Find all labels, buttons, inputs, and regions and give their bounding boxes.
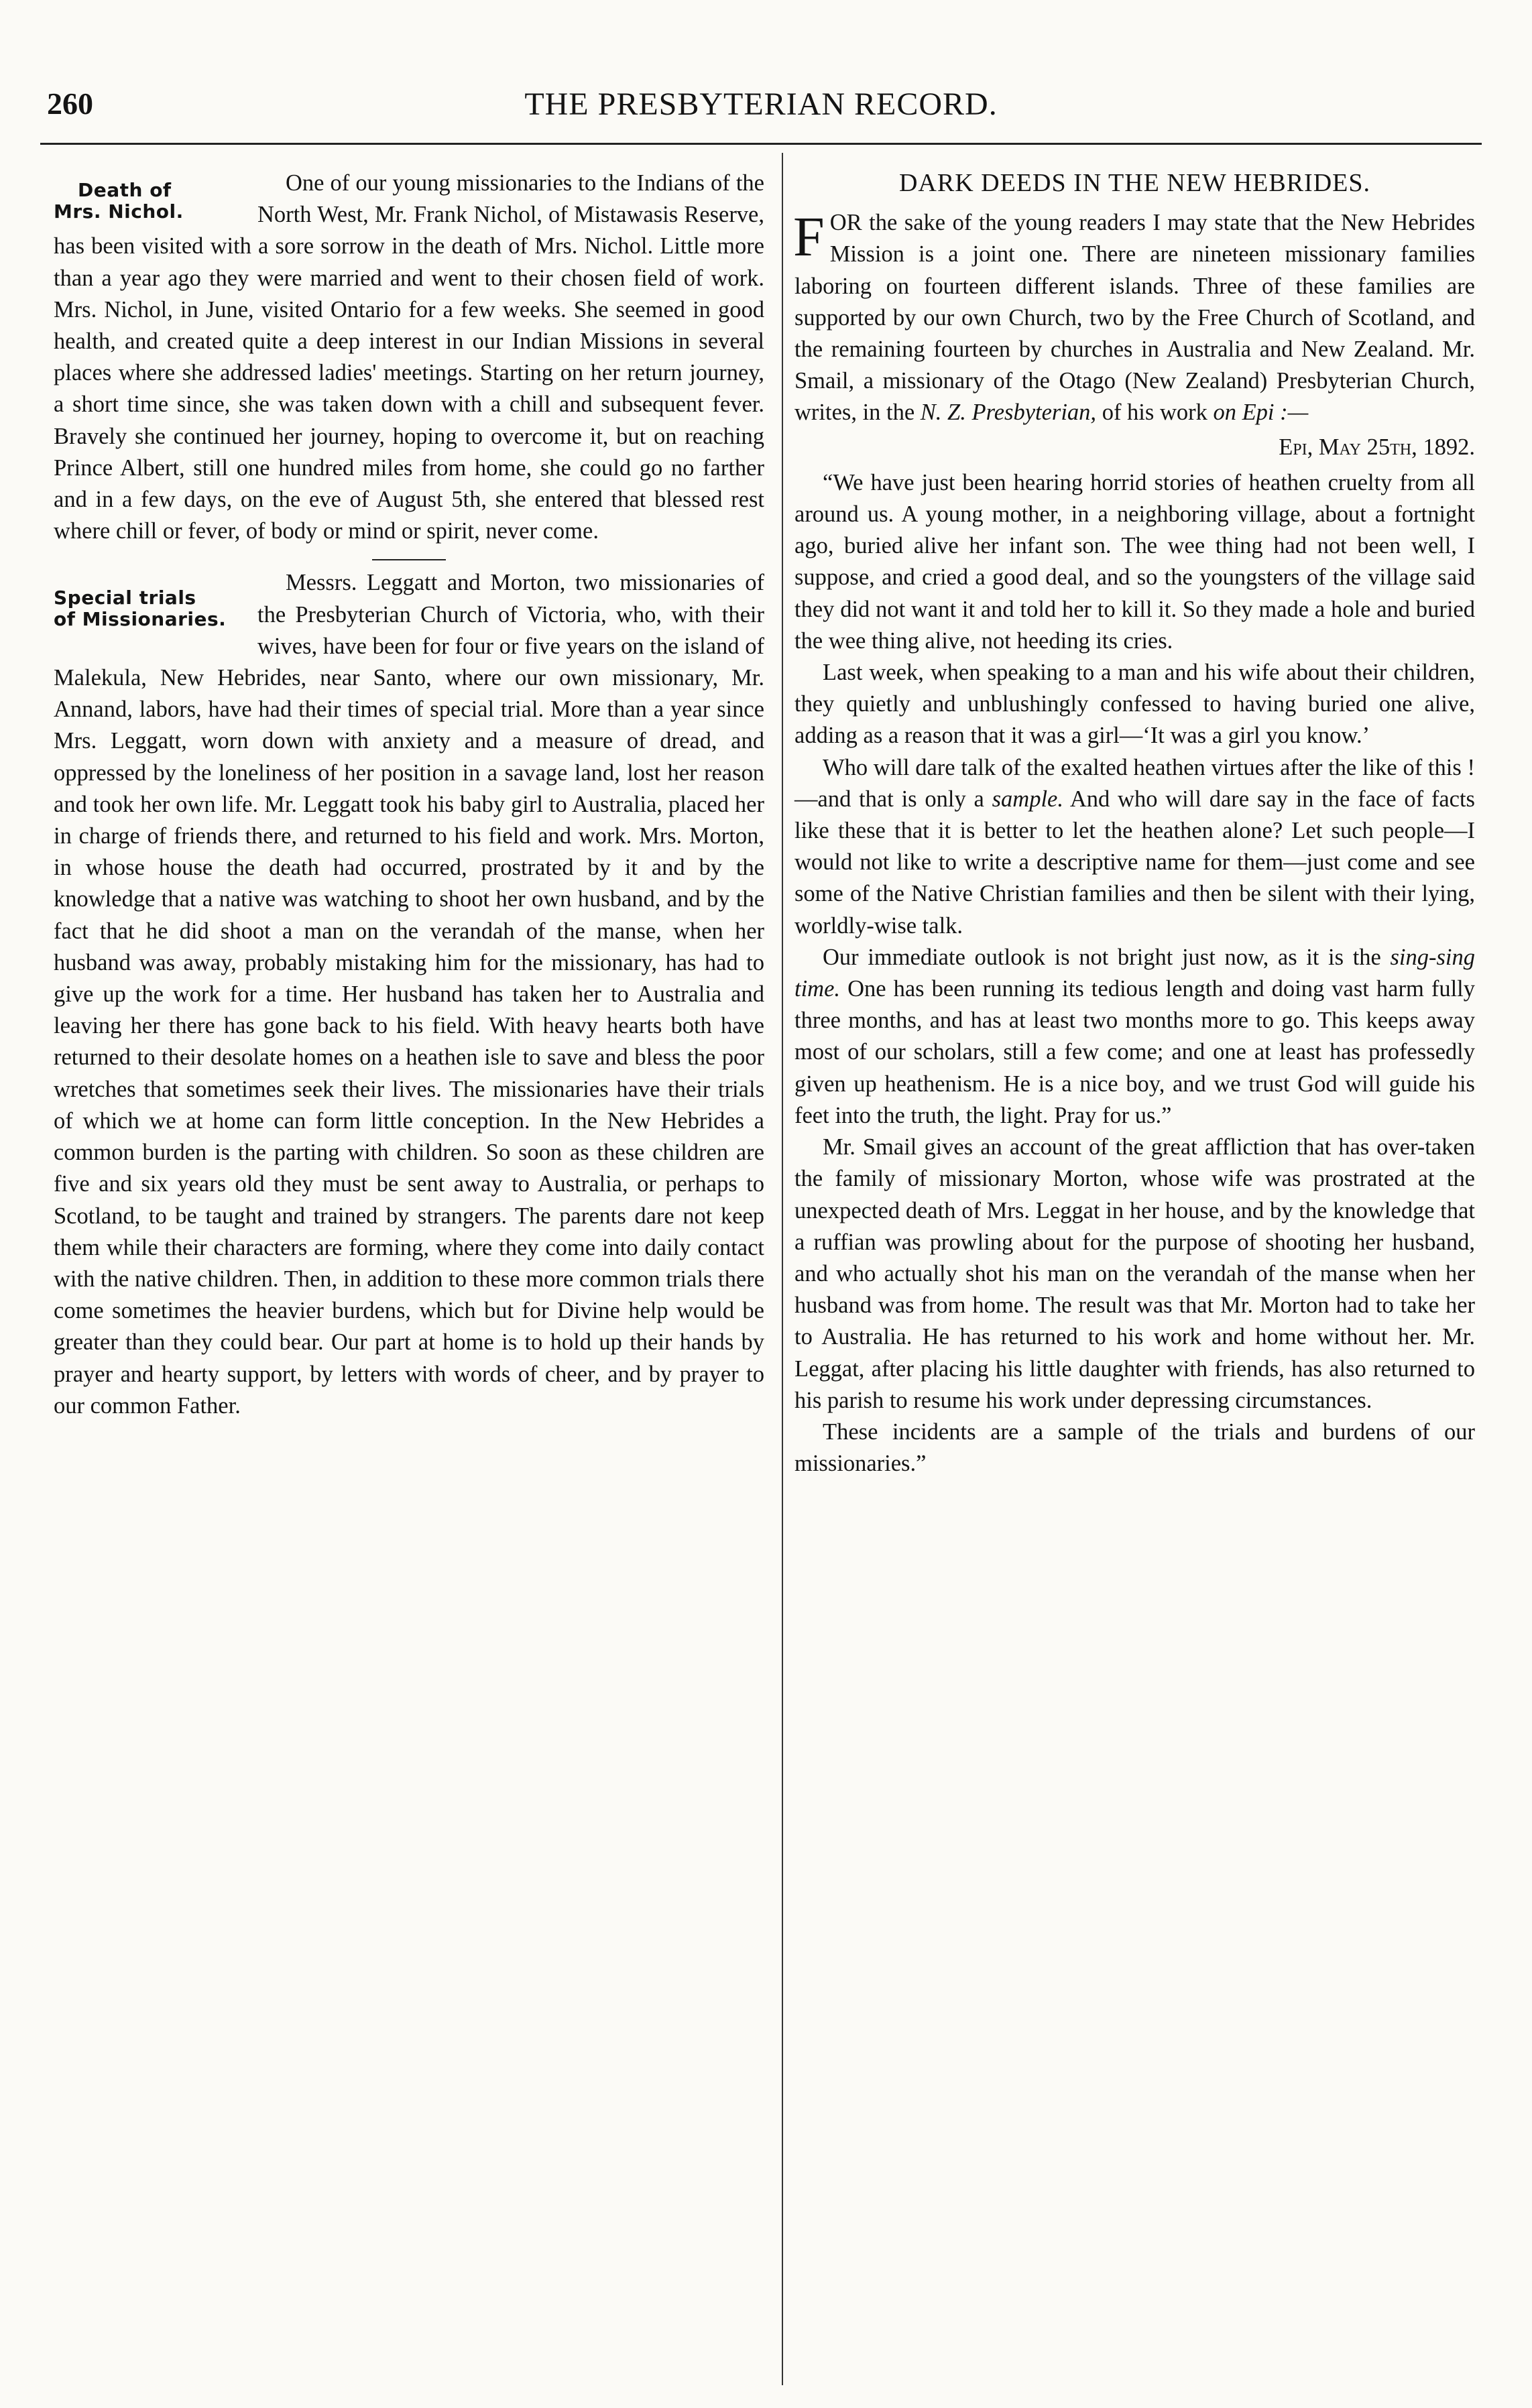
letter-paragraph [794,942,1475,1132]
page-header [47,80,1475,127]
sidehead-line: Mrs. Nichol. [54,200,184,223]
sidehead-death-of-mrs-nichol [54,180,248,223]
paragraph-text: And who will dare say in the face of facts like these that it is better to let the heathen alone? Let such people—I would not like to write a descriptive name for them—just come and see some of the Native Christian families and then be silent with their lying, worldly-wise talk. [794,786,1475,939]
running-head: THE PRESBYTERIAN RECORD. [524,86,998,122]
page-number: 260 [47,86,93,121]
intro-italic-2: on Epi :— [1213,400,1309,426]
right-column [794,168,1475,1480]
intro-italic: N. Z. Presbyterian, [920,400,1097,426]
paragraph-text: Who will dare talk of the exalted heathen virtues after the like of this !—and that is only a [794,754,1475,812]
article-nichol-text: One of our young missionaries to the Indians of the North West, Mr. Frank Nichol, of Mistawasis Reserve, has been visited with a sore sorrow in the death of Mrs. Nichol. Little more than a year ago they were married and went to their chosen field of work. Mrs. Nichol, in June, visited Ontario for a few weeks. She seemed in good health, and created quite a deep interest in our Indian Missions in several places where she addressed ladies' meetings. Starting on her return journey, a short time since, she was taken down with a chill and subsequent fever. Bravely she continued her journey, hoping to overcome it, but on reaching Prince Albert, still one hundred miles from home, she could go no farther and in a few days, on the eve of August 5th, she entered that blessed rest where chill or fever, of body or mind or spirit, never come. [54,170,764,544]
paragraph-text: One has been running its tedious length and doing vast harm fully three months, and has at least two months more to go. This keeps away most of our scholars, still a few come; and one at least has professedly given up heathenism. He is a nice boy, and we trust God will guide his feet into the truth, the light. Pray for us.” [794,976,1475,1128]
paragraph-italic: sample. [992,786,1063,812]
letter-paragraph: Last week, when speaking to a man and his wife about their children, they quietly and unblushingly confessed to having buried one alive, adding as a reason that it was a girl—‘It was a girl you know.’ [794,660,1475,749]
header-rule [40,143,1482,145]
letter-paragraph [794,752,1475,942]
article-trials-text: Messrs. Leggatt and Morton, two missionaries of the Presbyterian Church of Victoria, who, with their wives, have been for four or five years on the island of Malekula, New Hebrides, near Santo, where our own missionary, Mr. Annand, labors, have had their times of special trial. More than a year since Mrs. Leggatt, worn down with anxiety and a measure of dread, and oppressed by the loneliness of her position in a savage land, lost her reason and took her own life. Mr. Leggatt took his baby girl to Australia, placed her in charge of friends there, and returned to his field and work. Mrs. Morton, in whose house the death had occurred, prostrated by it and by the knowledge that a native was watching to shoot her own husband, and by the fact that he did shoot a man on the verandah of the manse, when her husband was away, probably mistaking him for the missionary, has had to give up the work for a time. Her husband has taken her to Australia and leaving her there has gone back to his field. With heavy hearts both have returned to their desolate homes on a heathen isle to save and bless the poor wretches that sometimes seek their lives. The missionaries have their trials of which we at home can form little conception. In the New Hebrides a common burden is the parting with children. So soon as these children are five and six years old they must be sent away to Australia, or perhaps to Scotland, to be taught and trained by strangers. The parents dare not keep them while their characters are forming, where they come into daily contact with the native children. Then, in addition to these more common trials there come sometimes the heavier burdens, which but for Divine help would be greater than they could bear. Our part at home is to hold up their hands by prayer and hearty support, by letters with words of cheer, and by prayer to our common Father. [54,570,764,1419]
letter-paragraph: “We have just been hearing horrid stories of heathen cruelty from all around us. A young mother, in a neighboring village, about a fortnight ago, buried alive her infant son. The wee thing had not been well, I suppose, and cried a good deal, and so the youngsters of the village said they did not want it and told her to kill it. So they made a hole and buried the wee thing alive, not heeding its cries. [794,469,1475,654]
column-divider [782,153,783,2385]
intro-text: OR the sake of the young readers I may state that the New Hebrides Mission is a joint one. There are nineteen missionary families laboring on fourteen different islands. Three of these families are supported by our own Church, two by the Free Church of Scotland, and the remaining fourteen by churches in Australia and New Zealand. Mr. Smail, a missionary of the Otago (New Zealand) Presbyterian Church, writes, in the [794,210,1475,426]
left-column [54,168,764,1422]
sidehead-line: Death of [78,179,172,201]
intro-text-end: of his work [1102,400,1207,426]
article-title-dark-deeds: DARK DEEDS IN THE NEW HEBRIDES. [898,169,1370,197]
closing-paragraph: These incidents are a sample of the trials and burdens of our missionaries.” [794,1419,1475,1477]
drop-cap: F [793,206,825,269]
article-intro [794,207,1475,428]
paragraph-italic: sing-sing time. [794,944,1475,1002]
sidehead-line: Special trials [54,587,196,609]
letter-dateline: Epi, May 25th, 1892. [1279,434,1475,460]
sidehead-special-trials [54,587,248,630]
closing-paragraph: Mr. Smail gives an account of the great affliction that has over-taken the family of missionary Morton, whose wife was prostrated at the unexpected death of Mrs. Leggat in her house, and by the knowledge that a ruffian was prowling about for the purpose of shooting her husband, and who actually shot his man on the verandah of the manse when her husband was from home. The result was that Mr. Morton had to take her to Australia. He has returned to his work and home without her. Mr. Leggat, after placing his little daughter with friends, has also returned to his parish to resume his work under depressing circumstances. [794,1134,1475,1413]
section-separator [372,559,446,560]
paragraph-text: Our immediate outlook is not bright just now, as it is the [823,944,1381,970]
sidehead-line: of Missionaries. [54,608,227,631]
